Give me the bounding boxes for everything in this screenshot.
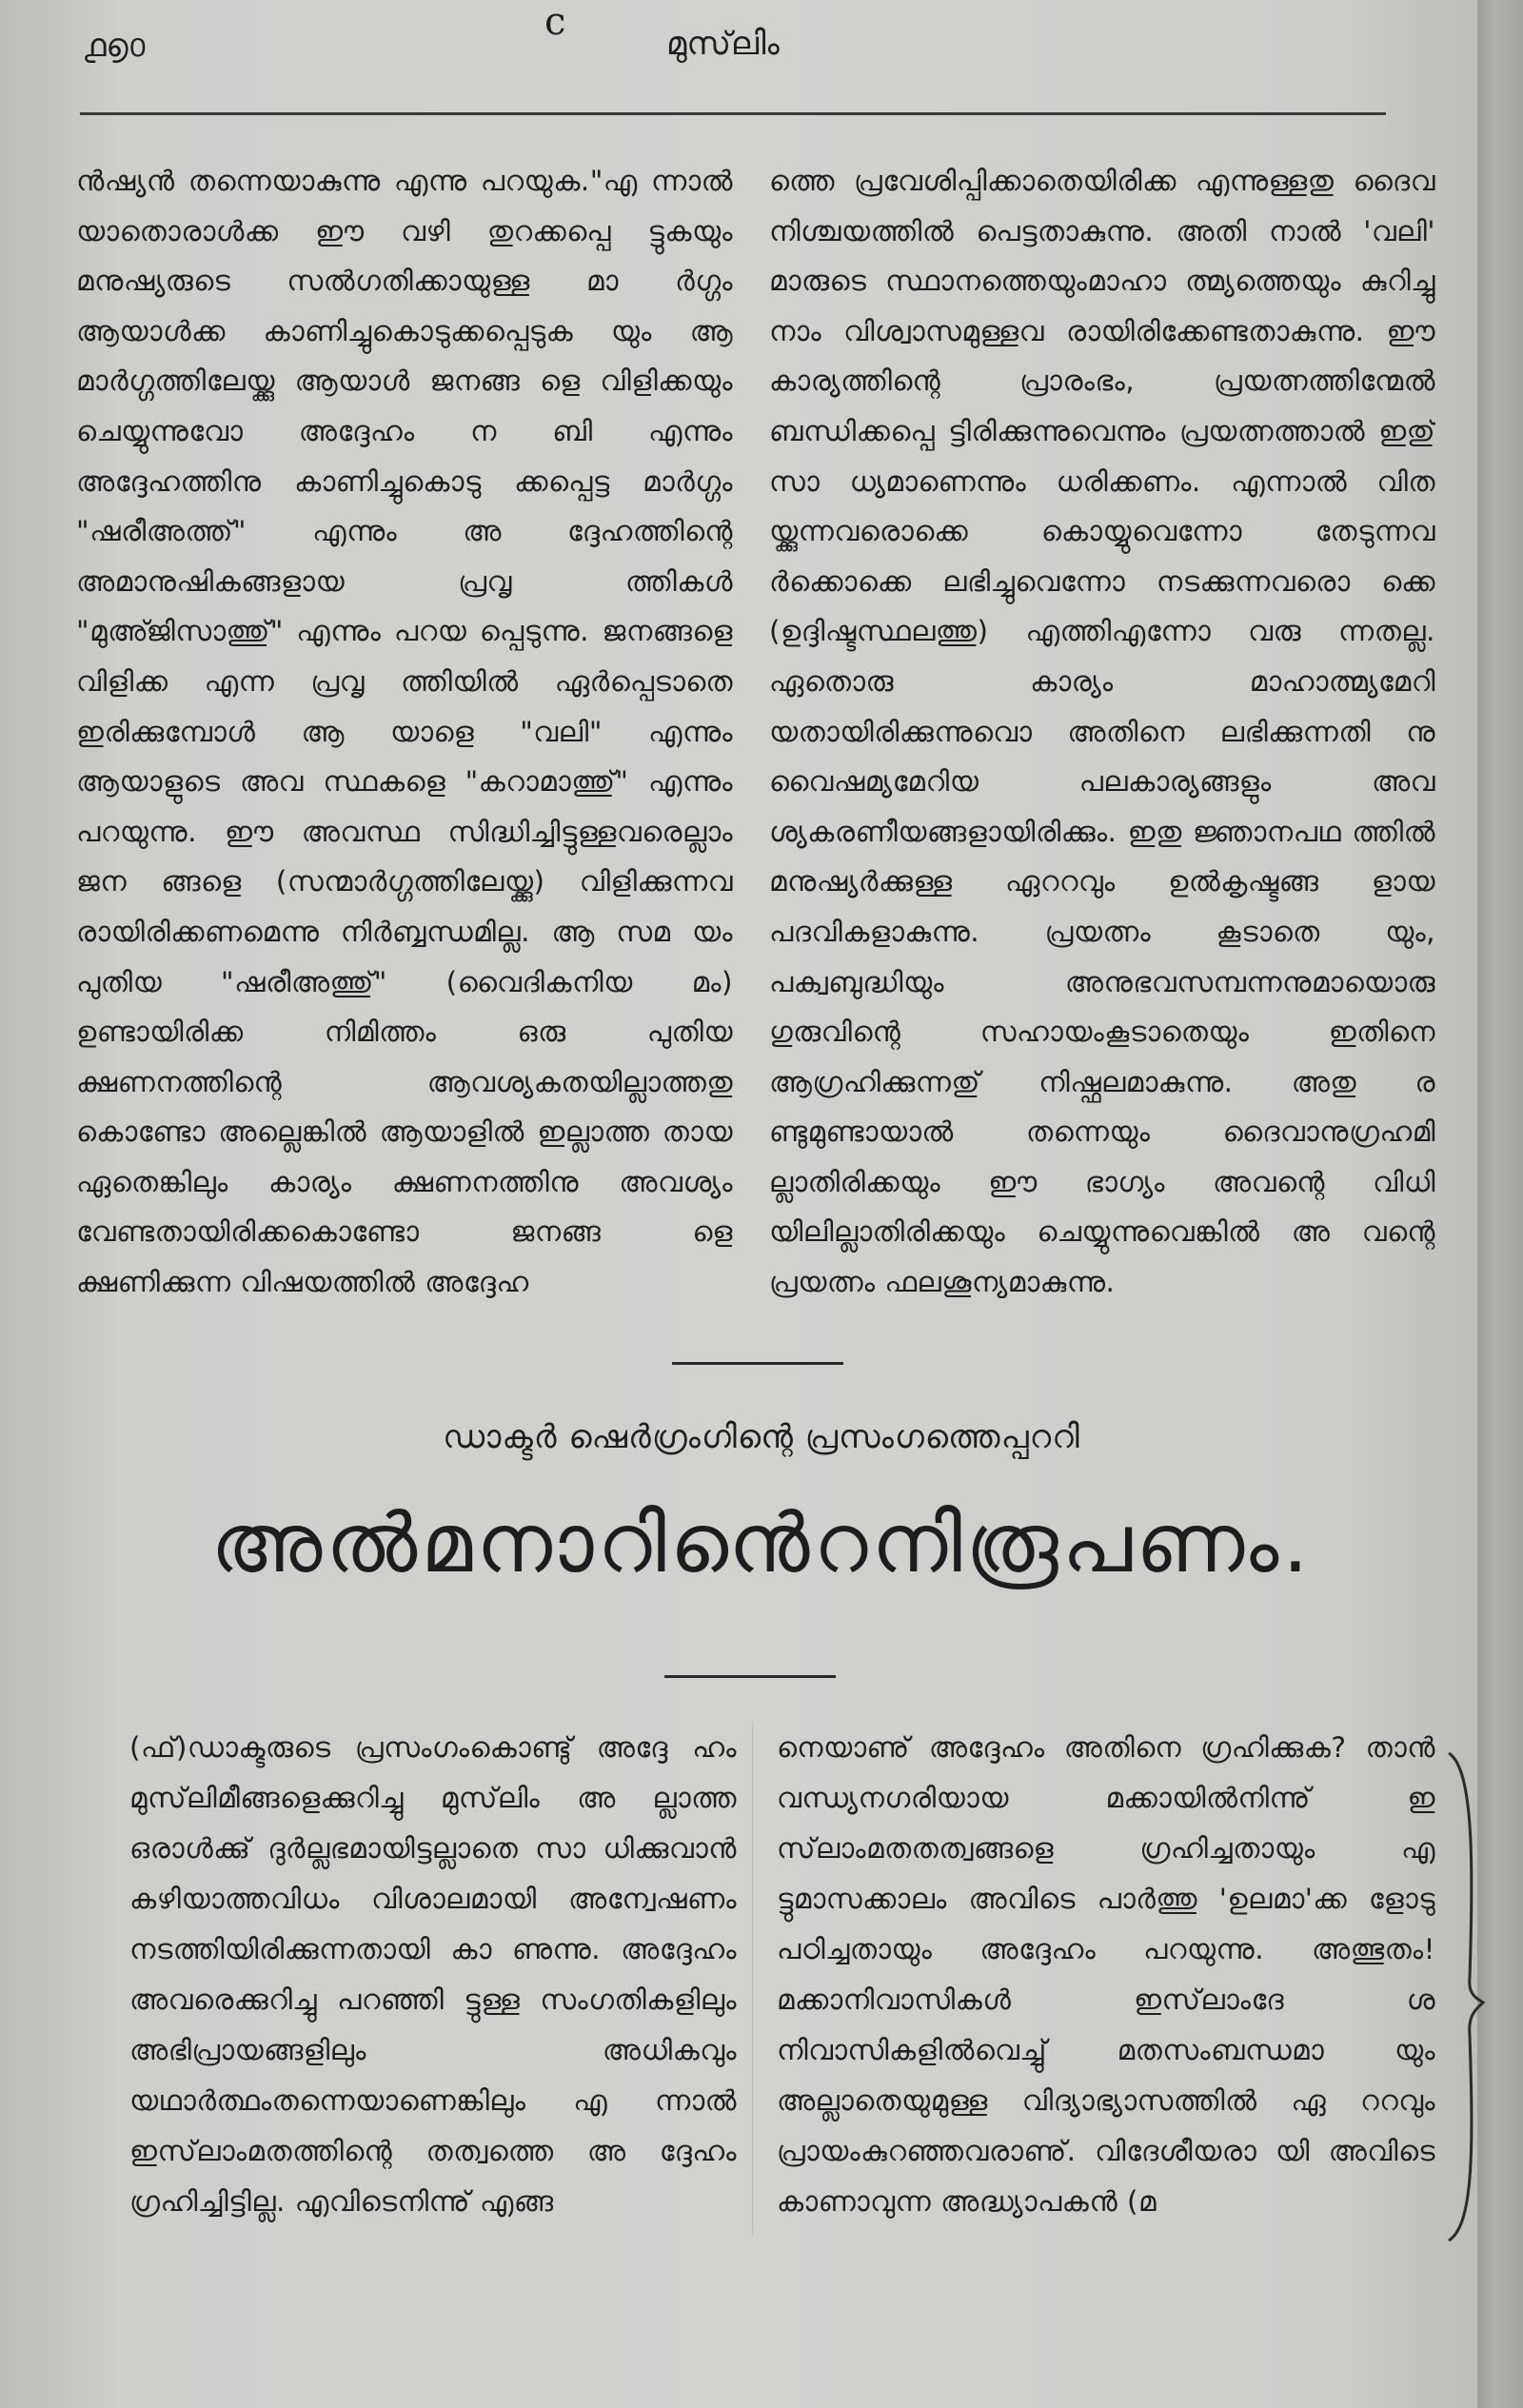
article2-column-right — [777, 1723, 1435, 2237]
section-rule-bottom — [664, 1675, 836, 1678]
article2-right-text: നെയാണു് അദ്ദേഹം അതിനെ ഗ്രഹിക്കുക? താൻ വന്ധ്യനഗരിയായ മക്കായിൽനിന്നു് ഇ സ്‌ലാംമതതത്വങ്ങളെ ഗ്രഹിച്ചതായും എ ട്ടുമാസക്കാലം അവിടെ പാർത്തു 'ഉലമാ'ക്ക ളോടു പഠിച്ചതായും അദ്ദേഹം പറയുന്നു. അത്ഭുതം! മക്കാനിവാസികൾ ഇസ്‌ലാംദേ ശ നിവാസികളിൽവെച്ചു് മതസംബന്ധമാ യും അല്ലാതെയുമുള്ള വിദ്യാഭ്യാസത്തിൽ ഏ ററവും പ്രായംകുറഞ്ഞവരാണു്. വിദേശീയരാ യി അവിടെ കാണാവുന്ന അദ്ധ്യാപകൻ (മ — [777, 1731, 1435, 2218]
handwritten-mark: c — [544, 0, 566, 44]
article2-left-text: (ഫ്)ഡാക്ടരുടെ പ്രസംഗംകൊണ്ടു് അദ്ദേ ഹം മുസ്‌ലിമീങ്ങളെക്കുറിച്ചു മുസ്‌ലിം അ ല്ലാത്ത ഒരാൾക്കു് ദുർല്ലഭമായിട്ടല്ലാതെ സാ ധിക്കുവാൻ കഴിയാത്തവിധം വിശാലമായി അന്വേഷണം നടത്തിയിരിക്കുന്നതായി കാ ണുന്നു. അദ്ദേഹം അവരെക്കുറിച്ചു പറഞ്ഞി ട്ടുള്ള സംഗതികളിലും അഭിപ്രായങ്ങളിലും അധികവും യഥാർത്ഥംതന്നെയാണെങ്കിലും എ ന്നാൽ ഇസ്‌ലാംമതത്തിന്റെ തത്വത്തെ അ ദ്ദേഹം ഗ്രഹിച്ചിട്ടില്ല. എവിടെനിന്നു് എങ്ങ — [129, 1731, 737, 2218]
article1-column-right — [769, 156, 1435, 1298]
article1-column-left — [76, 156, 733, 1298]
article2-title: അൽമനാറിൻെറനിരൂപണം. — [210, 1496, 1313, 1591]
column-divider — [752, 1723, 753, 2237]
header-rule — [80, 112, 1386, 115]
article2-column-left — [129, 1723, 737, 2237]
article2-subheading: ഡാക്ടർ ഷെർഗ്രംഗിന്റെ പ്രസംഗത്തെപ്പററി — [443, 1418, 1080, 1456]
section-rule-top — [672, 1362, 843, 1365]
handwritten-bracket-icon — [1445, 1749, 1487, 2244]
article1-left-text: ൻഷ്യൻ തന്നെയാകുന്നു എന്നു പറയുക."എ ന്നാൽ യാതൊരാൾക്ക ഈ വഴി തുറക്കപ്പെ ട്ടുകയും മനുഷ്യരുടെ സൽഗതിക്കായുള്ള മാ ർഗ്ഗം ആയാൾക്ക കാണിച്ചുകൊടുക്കപ്പെടുക യും ആ മാർഗ്ഗത്തിലേയ്ക്കു ആയാൾ ജനങ്ങ ളെ വിളിക്കയും ചെയ്യുന്നുവോ അദ്ദേഹം ന ബി എന്നും അദ്ദേഹത്തിനു കാണിച്ചുകൊടു ക്കപ്പെട്ട മാർഗ്ഗം "ഷരീഅത്ത്" എന്നും അ ദ്ദേഹത്തിന്റെ അമാനുഷികങ്ങളായ പ്രവൃ ത്തികൾ "മുഅ്ജിസാത്തു്" എന്നും പറയ പ്പെടുന്നു. ജനങ്ങളെ വിളിക്ക എന്ന പ്രവൃ ത്തിയിൽ ഏർപ്പെടാതെ ഇരിക്കുമ്പോൾ ആ യാളെ "വലി" എന്നും ആയാളുടെ അവ സ്ഥകളെ "കറാമാത്തു്" എന്നും പറയുന്നു. ഈ അവസ്ഥ സിദ്ധിച്ചിട്ടുള്ളവരെല്ലാം ജന ങ്ങളെ (സന്മാർഗ്ഗത്തിലേയ്ക്കു) വിളിക്കുന്നവ രായിരിക്കണമെന്നു നിർബ്ബന്ധമില്ല. ആ സമ യം പുതിയ "ഷരീഅത്തു്" (വൈദികനിയ മം) ഉണ്ടായിരിക്ക നിമിത്തം ഒരു പുതിയ ക്ഷണനത്തിന്റെ ആവശ്യകതയില്ലാത്തതു കൊണ്ടോ അല്ലെങ്കിൽ ആയാളിൽ ഇല്ലാത്ത തായ ഏതെങ്കിലും കാര്യം ക്ഷണനത്തിനു അവശ്യം വേണ്ടതായിരിക്കകൊണ്ടോ ജനങ്ങ ളെ ക്ഷണിക്കുന്ന വിഷയത്തിൽ അദ്ദേഹ — [76, 165, 733, 1298]
running-title: മുസ്‌ലിം — [666, 25, 780, 63]
page-number: ൧൭൦ — [84, 27, 146, 65]
article1-right-text: ത്തെ പ്രവേശിപ്പിക്കാതെയിരിക്ക എന്നുള്ളതു ദൈവ നിശ്ചയത്തിൽ പെട്ടതാകുന്നു. അതി നാൽ 'വലി' മാരുടെ സ്ഥാനത്തെയുംമാഹാ ത്മ്യത്തെയും കുറിച്ചു നാം വിശ്വാസമുള്ളവ രായിരിക്കേണ്ടതാകുന്നു. ഈ കാര്യത്തിന്റെ പ്രാരംഭം, പ്രയത്നത്തിന്മേൽ ബന്ധിക്കപ്പെ ട്ടിരിക്കുന്നുവെന്നും പ്രയത്നത്താൽ ഇതു് സാ ധ്യമാണെന്നും ധരിക്കണം. എന്നാൽ വിത യ്ക്കുന്നവരൊക്കെ കൊയ്യുവെന്നോ തേടുന്നവ ർക്കൊക്കെ ലഭിച്ചുവെന്നോ നടക്കുന്നവരൊ ക്കെ (ഉദ്ദിഷ്ടസ്ഥലത്തു) എത്തിഎന്നോ വരു ന്നതല്ല. ഏതൊരു കാര്യം മാഹാത്മ്യമേറി യതായിരിക്കുന്നുവൊ അതിനെ ലഭിക്കുന്നതി നു വൈഷമ്യമേറിയ പലകാര്യങ്ങളും അവ ശ്യകരണീയങ്ങളായിരിക്കും. ഇതു ജ്ഞാനപഥ ത്തിൽ മനുഷ്യർക്കുള്ള ഏററവും ഉൽകൃഷ്ടങ്ങ ളായ പദവികളാകുന്നു. പ്രയത്നം കൂടാതെ യും, പക്വബുദ്ധിയും അനുഭവസമ്പന്നനുമായൊരു ഗുരുവിന്റെ സഹായംകൂടാതെയും ഇതിനെ ആഗ്രഹിക്കുന്നതു് നിഷ്ഫലമാകുന്നു. അതു ര ണ്ടുമുണ്ടായാൽ തന്നെയും ദൈവാനുഗ്രഹമി ല്ലാതിരിക്കയും ഈ ഭാഗ്യം അവന്റെ വിധി യിലില്ലാതിരിക്കയും ചെയ്യുന്നുവെങ്കിൽ അ വന്റെ പ്രയത്നം ഫലശൂന്യമാകുന്നു. — [769, 165, 1435, 1298]
